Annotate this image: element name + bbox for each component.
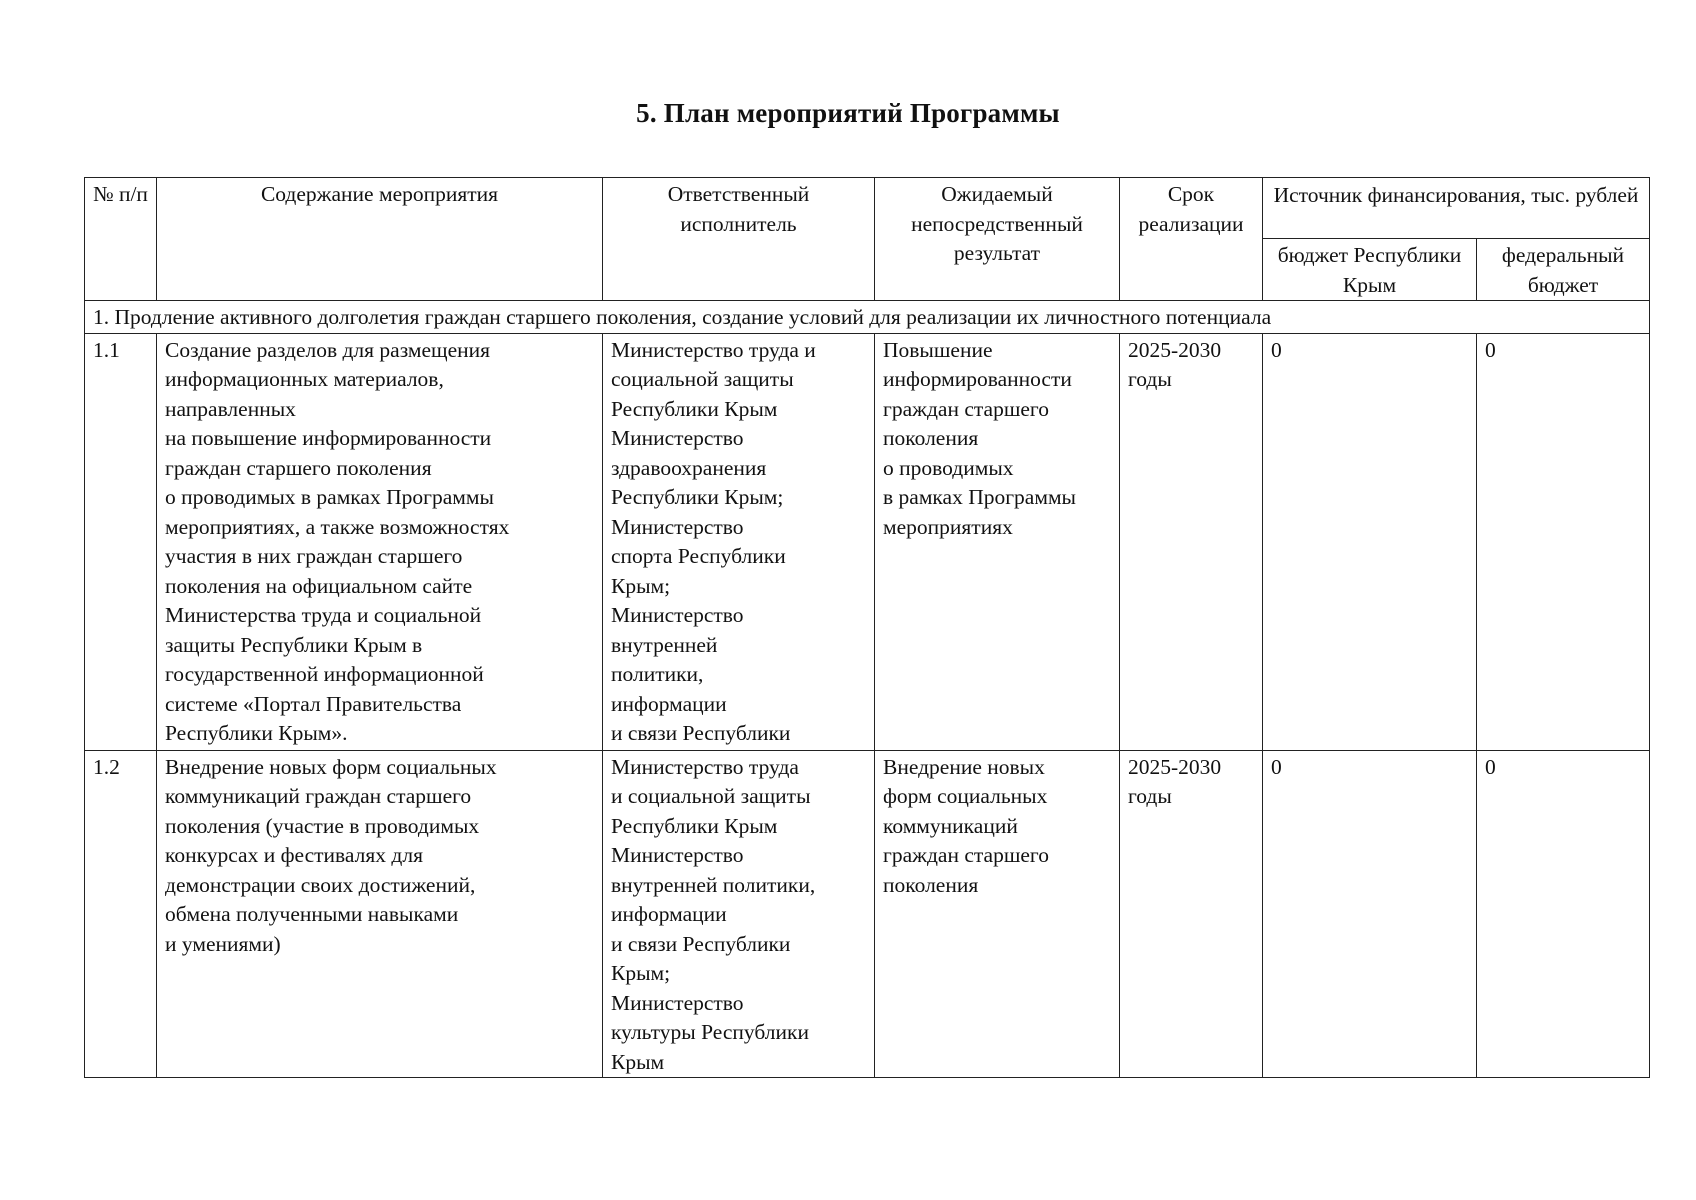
row-budget-rk: 0 (1263, 333, 1477, 750)
row-responsible: Министерство труда и социальной защиты Республики Крым Министерство здравоохранения Республики Крым; Министерство спорта Республики Крым; Министерство внутренней политики, информации и связи Республики (603, 333, 875, 750)
table-row (85, 333, 1650, 750)
row-result: Внедрение новых форм социальных коммуникаций граждан старшего поколения (875, 750, 1120, 1078)
section-row (85, 301, 1650, 334)
row-content: Создание разделов для размещения информационных материалов, направленных на повышение информированности граждан старшего поколения о проводимых в рамках Программы мероприятиях, а также возможностях участия в них граждан старшего поколения на официальном сайте Министерства труда и социальной защиты Республики Крым в государственной информационной системе «Портал Правительства Республики Крым». (157, 333, 603, 750)
section-title: 1. Продление активного долголетия граждан старшего поколения, создание условий для реализации их личностного потенциала (85, 301, 1650, 334)
header-term: Срок реализации (1120, 178, 1263, 301)
row-num: 1.1 (85, 333, 157, 750)
header-responsible: Ответственный исполнитель (603, 178, 875, 301)
row-budget-fed: 0 (1477, 750, 1650, 1078)
header-num: № п/п (85, 178, 157, 301)
table-row (85, 750, 1650, 1078)
row-budget-fed: 0 (1477, 333, 1650, 750)
row-content: Внедрение новых форм социальных коммуникаций граждан старшего поколения (участие в проводимых конкурсах и фестивалях для демонстрации своих достижений, обмена полученными навыками и умениями) (157, 750, 603, 1078)
page-title: 5. План мероприятий Программы (636, 98, 1060, 128)
header-budget-fed: федеральный бюджет (1477, 239, 1650, 301)
row-result: Повышение информированности граждан старшего поколения о проводимых в рамках Программы мероприятиях (875, 333, 1120, 750)
row-term: 2025-2030 годы (1120, 333, 1263, 750)
row-term: 2025-2030 годы (1120, 750, 1263, 1078)
row-budget-rk: 0 (1263, 750, 1477, 1078)
row-responsible: Министерство труда и социальной защиты Республики Крым Министерство внутренней политики, информации и связи Республики Крым; Министерство культуры Республики Крым (603, 750, 875, 1078)
header-content: Содержание мероприятия (157, 178, 603, 301)
row-num: 1.2 (85, 750, 157, 1078)
header-result: Ожидаемый непосредственный результат (875, 178, 1120, 301)
header-budget-rk: бюджет Республики Крым (1263, 239, 1477, 301)
header-financing: Источник финансирования, тыс. рублей (1263, 178, 1650, 239)
plan-table (84, 177, 1650, 1078)
header-row (85, 178, 1650, 239)
